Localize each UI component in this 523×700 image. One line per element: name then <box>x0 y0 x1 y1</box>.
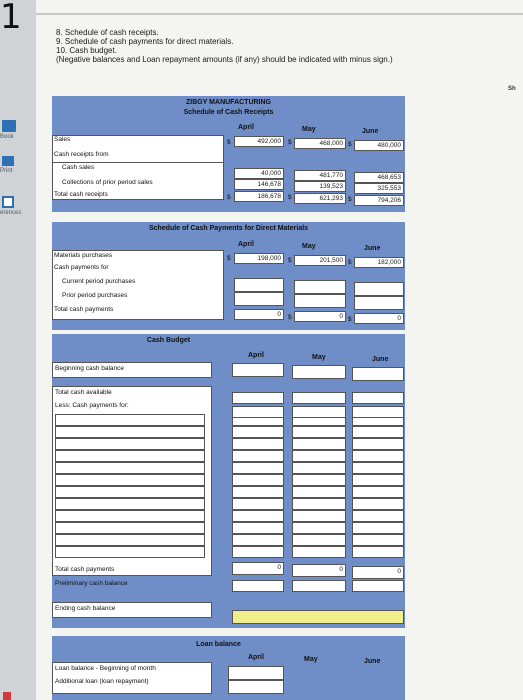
budget-payment-amount-input[interactable] <box>232 438 284 450</box>
currency: $ <box>227 139 231 146</box>
budget-payment-label-input[interactable] <box>55 486 205 498</box>
budget-less-input[interactable] <box>292 406 346 418</box>
row-less-payments: Less: Cash payments for: <box>55 402 129 409</box>
budget-payment-amount-input[interactable] <box>232 426 284 438</box>
budget-payment-amount-input[interactable] <box>292 510 346 522</box>
cash-sales-april[interactable]: 40,000 <box>234 168 284 179</box>
budget-payment-label-input[interactable] <box>55 474 205 486</box>
rail-references[interactable] <box>0 196 36 216</box>
prior-april-input[interactable] <box>234 292 284 306</box>
row-total-payments: Total cash payments <box>54 306 114 313</box>
budget-payment-label-input[interactable] <box>55 414 205 426</box>
row-total-cash-payments: Total cash payments <box>55 566 115 573</box>
budget-payment-amount-input[interactable] <box>292 546 346 558</box>
receipts-title: Schedule of Cash Receipts <box>183 109 274 116</box>
budget-payment-amount-input[interactable] <box>232 486 284 498</box>
budget-payment-amount-input[interactable] <box>292 438 346 450</box>
budget-payment-amount-input[interactable] <box>352 510 404 522</box>
currency: $ <box>288 194 292 201</box>
row-cash-sales: Cash sales <box>62 164 95 171</box>
currency: $ <box>288 139 292 146</box>
budget-payment-amount-input[interactable] <box>292 498 346 510</box>
budget-available-input[interactable] <box>292 392 346 404</box>
budget-payment-amount-input[interactable] <box>352 450 404 462</box>
beginning-april-input[interactable] <box>232 363 284 377</box>
col-may: May <box>312 354 326 361</box>
row-additional-loan: Additional loan (loan repayment) <box>55 678 149 685</box>
row-prior-purchases: Prior period purchases <box>62 292 128 299</box>
instruction-note: (Negative balances and Loan repayment amounts (if any) should be indicated with minus sign.) <box>56 55 393 64</box>
budget-payment-amount-input[interactable] <box>352 498 404 510</box>
instruction-9: 9. Schedule of cash payments for direct materials. <box>56 37 234 46</box>
currency: $ <box>348 141 352 148</box>
col-april: April <box>248 352 264 359</box>
col-april: April <box>238 241 254 248</box>
row-beginning-cash: Beginning cash balance <box>55 365 125 372</box>
collections-june[interactable]: 325,553 <box>354 183 404 194</box>
bottom-red-icon <box>3 692 11 700</box>
budget-payment-label-input[interactable] <box>55 534 205 546</box>
purchases-april: 198,000 <box>234 253 284 264</box>
row-sales: Sales <box>54 136 71 143</box>
book-icon <box>2 120 16 132</box>
loan-title: Loan balance <box>196 641 241 648</box>
rail-references-label: erences <box>0 210 22 216</box>
row-total-receipts: Total cash receipts <box>54 191 108 198</box>
row-ending-balance: Ending cash balance <box>55 605 116 612</box>
receipts-panel <box>52 96 405 212</box>
budget-payment-amount-input[interactable] <box>232 534 284 546</box>
top-divider <box>36 13 523 15</box>
sales-june: 480,000 <box>354 140 404 151</box>
row-loan-beginning: Loan balance - Beginning of month <box>55 665 156 672</box>
sales-may: 468,000 <box>294 138 346 149</box>
budget-payment-amount-input[interactable] <box>292 450 346 462</box>
payments-panel <box>52 222 405 330</box>
budget-payment-label-input[interactable] <box>55 522 205 534</box>
loan-additional-april[interactable] <box>228 680 284 694</box>
currency: $ <box>348 316 352 323</box>
row-materials-purchases: Materials purchases <box>54 252 113 259</box>
loan-panel <box>52 636 405 700</box>
rail-print[interactable] <box>0 156 36 174</box>
rail-book-label: Book <box>0 134 14 140</box>
collections-may[interactable]: 139,523 <box>294 181 346 192</box>
budget-title: Cash Budget <box>146 337 191 344</box>
budget-payment-amount-input[interactable] <box>352 522 404 534</box>
budget-payment-amount-input[interactable] <box>352 426 404 438</box>
budget-payment-amount-input[interactable] <box>292 474 346 486</box>
col-june: June <box>364 245 381 252</box>
total-receipts-april: 186,678 <box>234 191 284 202</box>
col-june: June <box>364 658 381 665</box>
rail-book[interactable] <box>0 120 36 140</box>
budget-payment-amount-input[interactable] <box>232 474 284 486</box>
total-receipts-may: 621,293 <box>294 193 346 204</box>
budget-payment-label-input[interactable] <box>55 498 205 510</box>
ending-balance-highlight[interactable] <box>232 610 404 624</box>
budget-payment-amount-input[interactable] <box>352 474 404 486</box>
budget-payment-label-input[interactable] <box>55 426 205 438</box>
receipts-label-box <box>52 135 224 164</box>
sales-april: 492,000 <box>234 136 284 147</box>
budget-payment-amount-input[interactable] <box>232 546 284 558</box>
budget-payment-amount-input[interactable] <box>232 522 284 534</box>
purchases-june: 182,000 <box>354 257 404 268</box>
instruction-8: 8. Schedule of cash receipts. <box>56 28 159 37</box>
row-preliminary-balance: Preliminary cash balance <box>55 580 128 587</box>
col-april: April <box>248 654 264 661</box>
budget-payment-amount-input[interactable] <box>352 546 404 558</box>
budget-payment-amount-input[interactable] <box>232 498 284 510</box>
col-june: June <box>372 356 389 363</box>
budget-less-input[interactable] <box>352 406 404 418</box>
loan-beginning-april[interactable] <box>228 666 284 680</box>
budget-preliminary-input[interactable] <box>232 580 284 592</box>
cash-sales-may[interactable]: 481,770 <box>294 170 346 181</box>
company-name: ZIBGY MANUFACTURING <box>185 99 272 106</box>
budget-preliminary-input[interactable] <box>292 580 346 592</box>
budget-payment-amount-input[interactable] <box>292 462 346 474</box>
currency: $ <box>288 257 292 264</box>
cash-sales-june[interactable]: 468,653 <box>354 172 404 183</box>
prior-june-input[interactable] <box>354 296 404 310</box>
page-index: 1 <box>0 0 22 37</box>
row-current-purchases: Current period purchases <box>62 278 136 285</box>
budget-payment-amount-input[interactable] <box>352 534 404 546</box>
col-may: May <box>302 243 316 250</box>
total-cash-payments-june: 0 <box>352 566 404 579</box>
collections-april[interactable]: 146,678 <box>234 179 284 190</box>
budget-payment-amount-input[interactable] <box>352 462 404 474</box>
print-icon <box>2 156 14 166</box>
row-cash-payments-for: Cash payments for <box>54 264 109 271</box>
budget-payment-amount-input[interactable] <box>232 450 284 462</box>
budget-payment-label-input[interactable] <box>55 510 205 522</box>
total-payments-may: 0 <box>294 311 346 322</box>
currency: $ <box>227 255 231 262</box>
budget-payment-amount-input[interactable] <box>292 522 346 534</box>
currency: $ <box>288 314 292 321</box>
budget-payment-amount-input[interactable] <box>232 510 284 522</box>
total-cash-payments-may: 0 <box>292 564 346 577</box>
rail-print-label: Print <box>0 168 13 174</box>
budget-payment-amount-input[interactable] <box>292 534 346 546</box>
budget-payment-amount-input[interactable] <box>232 462 284 474</box>
currency: $ <box>227 194 231 201</box>
current-june-input[interactable] <box>354 282 404 296</box>
beginning-may-input[interactable] <box>292 365 346 379</box>
budget-payment-amount-input[interactable] <box>352 486 404 498</box>
col-june: June <box>362 128 379 135</box>
references-icon <box>2 196 14 208</box>
budget-preliminary-input[interactable] <box>352 580 404 592</box>
total-payments-june: 0 <box>354 313 404 324</box>
total-cash-payments-april: 0 <box>232 562 284 575</box>
prior-may-input[interactable] <box>294 294 346 308</box>
budget-less-input[interactable] <box>232 406 284 418</box>
budget-payment-amount-input[interactable] <box>292 486 346 498</box>
col-may: May <box>304 656 318 663</box>
row-cash-receipts-from: Cash receipts from <box>54 151 109 158</box>
budget-available-input[interactable] <box>352 392 404 404</box>
total-receipts-june: 794,206 <box>354 195 404 206</box>
beginning-june-input[interactable] <box>352 367 404 381</box>
current-may-input[interactable] <box>294 280 346 294</box>
budget-available-input[interactable] <box>232 392 284 404</box>
purchases-may: 201,500 <box>294 255 346 266</box>
left-rail <box>0 0 36 700</box>
budget-payment-amount-input[interactable] <box>352 438 404 450</box>
budget-panel <box>52 334 405 628</box>
budget-payment-label-input[interactable] <box>55 462 205 474</box>
side-tab-sh[interactable]: Sh <box>508 86 516 92</box>
row-collections: Collections of prior period sales <box>62 179 153 186</box>
budget-payment-label-input[interactable] <box>55 450 205 462</box>
currency: $ <box>348 259 352 266</box>
col-april: April <box>238 124 254 131</box>
total-payments-april: 0 <box>234 309 284 320</box>
budget-payment-amount-input[interactable] <box>292 426 346 438</box>
row-total-available: Total cash available <box>55 389 112 396</box>
budget-payment-label-input[interactable] <box>55 438 205 450</box>
currency: $ <box>348 196 352 203</box>
col-may: May <box>302 126 316 133</box>
payments-title: Schedule of Cash Payments for Direct Materials <box>148 225 309 232</box>
current-april-input[interactable] <box>234 278 284 292</box>
instruction-10: 10. Cash budget. <box>56 46 117 55</box>
budget-payment-label-input[interactable] <box>55 546 205 558</box>
worksheet-page <box>36 0 523 700</box>
